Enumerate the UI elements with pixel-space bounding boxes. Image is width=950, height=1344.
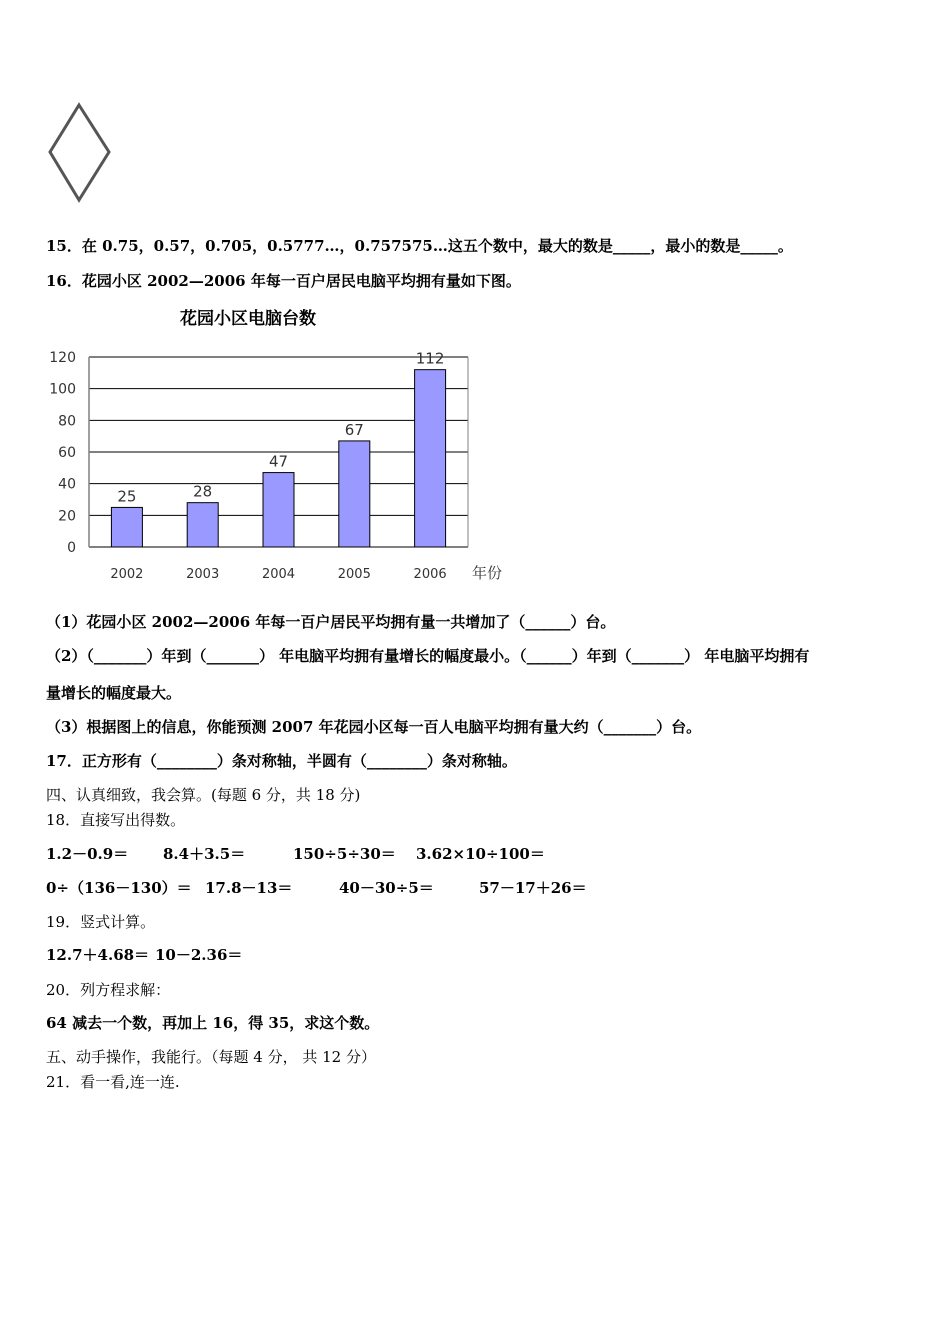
question-16-sub3: （3）根据图上的信息，你能预测 2007 年花园小区每一百人电脑平均拥有量大约（_______）台。	[46, 718, 702, 736]
x-tick-label: 2005	[337, 567, 371, 582]
data-label: 28	[193, 482, 213, 501]
question-20-intro: 20．列方程求解：	[46, 981, 171, 999]
y-tick-label: 60	[58, 445, 76, 461]
y-tick-label: 20	[58, 508, 76, 525]
question-19-intro: 19．竖式计算。	[46, 913, 156, 931]
calc-item: 12.7＋4.68＝	[46, 946, 150, 964]
question-16-sub1: （1）花园小区 2002—2006 年每一百户居民平均拥有量一共增加了（______）台。	[46, 613, 616, 631]
question-16-intro: 16．花园小区 2002—2006 年每一百户居民电脑平均拥有量如下图。	[46, 272, 521, 290]
bar-chart	[40, 300, 520, 590]
calc-item: 57－17＋26＝	[479, 879, 587, 897]
data-label: 112	[415, 349, 445, 368]
y-tick-label: 80	[58, 413, 76, 430]
calc-item: 0÷（136－130）＝	[46, 879, 192, 897]
chart-title: 花园小区电脑台数	[180, 309, 316, 329]
bar-2005	[339, 441, 370, 547]
question-17: 17．正方形有（________）条对称轴，半圆有（________）条对称轴。	[46, 752, 517, 770]
x-tick-label: 2006	[413, 567, 447, 582]
data-label: 25	[117, 487, 137, 506]
calc-item: 10－2.36＝	[155, 946, 243, 964]
rhombus-figure	[46, 100, 116, 208]
question-20-text: 64 减去一个数，再加上 16，得 35，求这个数。	[46, 1014, 380, 1032]
x-tick-label: 2002	[110, 567, 144, 582]
y-tick-label: 0	[67, 540, 76, 556]
calc-item: 1.2－0.9＝	[46, 845, 129, 863]
calc-item: 8.4＋3.5＝	[163, 845, 246, 863]
question-18-intro: 18．直接写出得数。	[46, 811, 186, 829]
question-18-row1	[46, 844, 545, 864]
bar-2003	[187, 503, 218, 547]
question-18-row2	[46, 878, 587, 898]
y-tick-label: 100	[49, 381, 76, 398]
calc-item: 150÷5÷30＝	[293, 845, 396, 863]
data-label: 67	[344, 420, 364, 439]
bar-2004	[263, 473, 294, 547]
section-4-heading: 四、认真细致，我会算。(每题 6 分，共 18 分)	[46, 786, 361, 804]
calc-item: 17.8－13＝	[205, 879, 293, 897]
x-tick-label: 2003	[186, 567, 220, 582]
question-19-row	[46, 945, 242, 965]
data-label: 47	[268, 452, 289, 471]
y-tick-label: 40	[58, 476, 76, 493]
section-5-heading: 五、动手操作，我能行。（每题 4 分， 共 12 分）	[46, 1048, 376, 1066]
x-tick-label: 2004	[261, 567, 296, 582]
question-16-sub2a: （2）（_______）年到（_______） 年电脑平均拥有量增长的幅度最小。（______）年到（_______） 年电脑平均拥有	[46, 647, 810, 665]
calc-item: 40－30÷5＝	[339, 879, 434, 897]
bar-2002	[111, 507, 142, 547]
question-21: 21．看一看,连一连.	[46, 1073, 180, 1091]
y-tick-label: 120	[49, 350, 76, 366]
calc-item: 3.62×10÷100＝	[416, 845, 545, 863]
question-16-sub2b: 量增长的幅度最大。	[46, 684, 182, 702]
question-15: 15．在 0.75，0.57，0.705，0.5777…，0.757575…这五个数中，最大的数是_____，最小的数是_____。	[46, 237, 793, 255]
bar-2006	[415, 370, 446, 547]
x-axis-label: 年份	[472, 564, 503, 582]
